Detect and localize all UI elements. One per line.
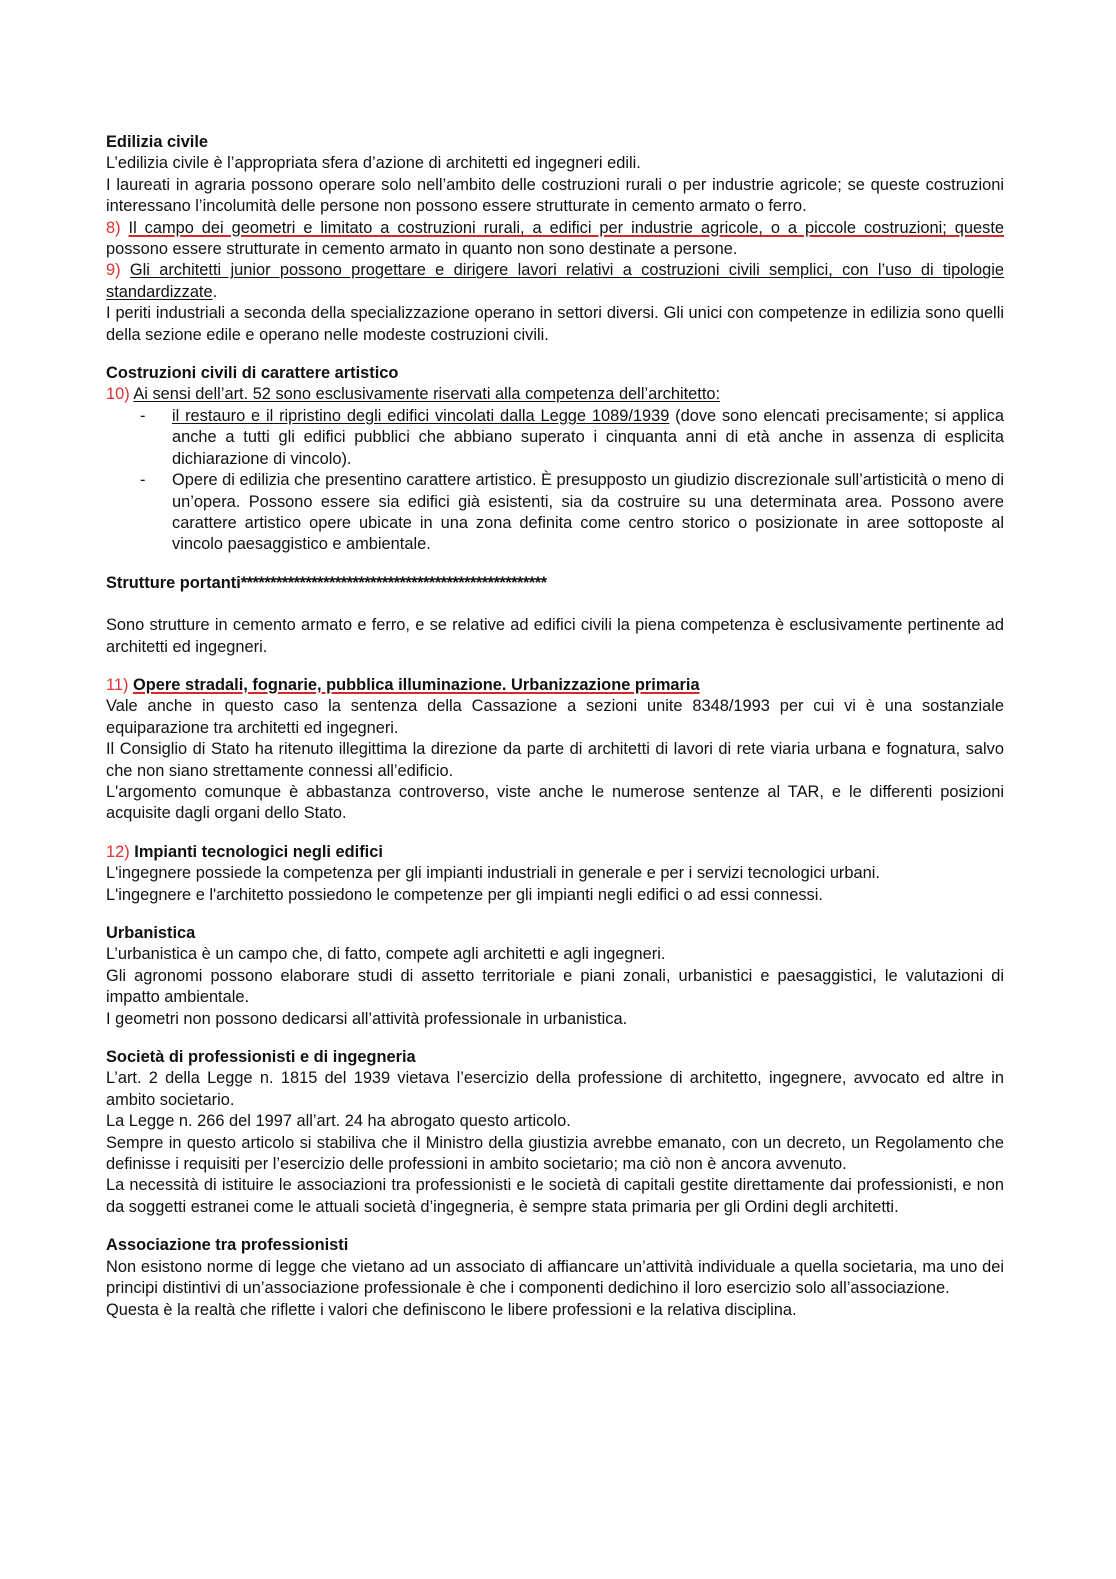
item-number: 10) bbox=[106, 385, 130, 404]
numbered-paragraph bbox=[106, 260, 1004, 303]
list-item-text: (dove sono elencati precisamente; si applica anche a tutti gli edifici pubblici che abbiano superato i cinquanta anni di età anche in assenza di esplicita dichiarazione di vincolo). bbox=[172, 406, 1004, 468]
numbered-paragraph bbox=[106, 384, 1004, 405]
paragraph: L'argomento comunque è abbastanza controverso, viste anche le numerose sentenze al TAR, e le differenti posizioni acquisite dagli organi dello Stato. bbox=[106, 782, 1004, 823]
paragraph: Gli agronomi possono elaborare studi di assetto territoriale e piani zonali, urbanistici e paesaggistici, le valutazioni di impatto ambientale. bbox=[106, 966, 1004, 1007]
section-societa-professionisti bbox=[106, 1047, 1004, 1218]
section-title bbox=[106, 842, 1004, 863]
section-title-text: Strutture portanti bbox=[106, 573, 241, 592]
section-associazione-professionisti bbox=[106, 1235, 1004, 1321]
paragraph: L'ingegnere possiede la competenza per gli impianti industriali in generale e per i servizi tecnologici urbani. bbox=[106, 864, 880, 883]
underlined-text: Il campo dei geometri e limitato a costruzioni rurali, a edifici per industrie agricole, o a piccole costruzioni; queste bbox=[128, 218, 1004, 237]
section-title-text: Impianti tecnologici negli edifici bbox=[134, 842, 383, 861]
section-edilizia-civile bbox=[106, 132, 1004, 346]
dash-list bbox=[106, 406, 1004, 556]
paragraph: Il Consiglio di Stato ha ritenuto illegittima la direzione da parte di architetti di lavori di rete viaria urbana e fognatura, salvo che non siano strettamente connessi all’edificio. bbox=[106, 740, 1004, 780]
paragraph: L’edilizia civile è l’appropriata sfera d’azione di architetti ed ingegneri edili. bbox=[106, 154, 641, 173]
list-item bbox=[106, 470, 1004, 556]
list-item-text: Opere di edilizia che presentino carattere artistico. È presupposto un giudizio discrezionale sull’artisticità o meno di un’opera. Possono essere sia edifici già esistenti, sia da costruire su una determinata area. Possono avere carattere artistico opere ubicate in una zona definita come centro storico o posizionate in aree sottoposte al vincolo paesaggistico e ambientale. bbox=[172, 471, 1004, 554]
section-costruzioni-artistiche bbox=[106, 363, 1004, 556]
item-number: 12) bbox=[106, 842, 130, 861]
paragraph: I periti industriali a seconda della specializzazione operano in settori diversi. Gli unici con competenze in edilizia sono quelli della sezione edile e operano nelle modeste costruzioni civili. bbox=[106, 304, 1004, 344]
underlined-text: Ai sensi dell’art. 52 sono esclusivamente riservati alla competenza dell’architetto: bbox=[133, 385, 721, 404]
paragraph: I geometri non possono dedicarsi all’attività professionale in urbanistica. bbox=[106, 1009, 628, 1028]
paragraph-text: . bbox=[212, 282, 218, 301]
dash-marker: - bbox=[140, 471, 146, 490]
paragraph: L’urbanistica è un campo che, di fatto, compete agli architetti e agli ingegneri. bbox=[106, 945, 666, 964]
paragraph: Sono strutture in cemento armato e ferro, e se relative ad edifici civili la piena competenza è esclusivamente pertinente ad architetti ed ingegneri. bbox=[106, 616, 1004, 656]
paragraph-text: possono essere strutturate in cemento armato in quanto non sono destinate a persone. bbox=[106, 240, 738, 259]
asterisk-line: **************************************************** bbox=[240, 573, 547, 592]
dash-marker: - bbox=[140, 406, 146, 425]
underlined-text: il restauro e il ripristino degli edifici vincolati dalla Legge 1089/1939 bbox=[172, 406, 670, 425]
section-title bbox=[106, 675, 1004, 696]
paragraph: L'ingegnere e l'architetto possiedono le competenze per gli impianti negli edifici o ad essi connessi. bbox=[106, 885, 823, 904]
section-title-text: Opere stradali, fognarie, pubblica illuminazione. Urbanizzazione primaria bbox=[133, 675, 700, 694]
section-strutture-portanti bbox=[106, 573, 1004, 658]
section-impianti-tecnologici bbox=[106, 842, 1004, 906]
numbered-paragraph bbox=[106, 218, 1004, 261]
paragraph: I laureati in agraria possono operare solo nell’ambito delle costruzioni rurali o per industrie agricole; se queste costruzioni interessano l’incolumità delle persone non possono essere strutturate in cemento armato o ferro. bbox=[106, 175, 1004, 216]
section-opere-stradali bbox=[106, 675, 1004, 825]
paragraph: Questa è la realtà che riflette i valori che definiscono le libere professioni e la relativa disciplina. bbox=[106, 1300, 797, 1319]
item-number: 8) bbox=[106, 218, 121, 237]
item-number: 11) bbox=[106, 675, 129, 694]
paragraph: Vale anche in questo caso la sentenza della Cassazione a sezioni unite 8348/1993 per cui vi è una sostanziale equiparazione tra architetti ed ingegneri. bbox=[106, 697, 1004, 737]
paragraph: Non esistono norme di legge che vietano ad un associato di affiancare un’attività individuale a quella societaria, ma uno dei principi distintivi di un’associazione professionale è che i componenti dedichino il loro esercizio solo all’associazione. bbox=[106, 1257, 1004, 1298]
item-number: 9) bbox=[106, 261, 121, 280]
section-title: Società di professionisti e di ingegneria bbox=[106, 1048, 416, 1067]
paragraph: La Legge n. 266 del 1997 all’art. 24 ha abrogato questo articolo. bbox=[106, 1112, 571, 1131]
section-title bbox=[106, 573, 1004, 594]
paragraph: Sempre in questo articolo si stabiliva che il Ministro della giustizia avrebbe emanato, con un decreto, un Regolamento che definisse i requisiti per l’esercizio delle professioni in ambito societario; ma ciò non è ancora avvenuto. bbox=[106, 1133, 1004, 1174]
document-body bbox=[106, 132, 1004, 1338]
section-title: Edilizia civile bbox=[106, 133, 209, 151]
section-title: Associazione tra professionisti bbox=[106, 1236, 349, 1255]
paragraph: L’art. 2 della Legge n. 1815 del 1939 vietava l’esercizio della professione di architetto, ingegnere, avvocato ed altre in ambito societario. bbox=[106, 1069, 1004, 1109]
list-item bbox=[106, 406, 1004, 470]
paragraph: La necessità di istituire le associazioni tra professionisti e le società di capitali gestite direttamente dai professionisti, e non da soggetti estranei come le attuali società d’ingegneria, è sempre stata primaria per gli Ordini degli architetti. bbox=[106, 1176, 1004, 1216]
section-title: Costruzioni civili di carattere artistico bbox=[106, 364, 399, 383]
spacer bbox=[106, 594, 1004, 615]
underlined-text: Gli architetti junior possono progettare e dirigere lavori relativi a costruzioni civili semplici, con l’uso di tipologie standardizzate bbox=[106, 261, 1004, 301]
section-urbanistica bbox=[106, 923, 1004, 1030]
section-title: Urbanistica bbox=[106, 924, 196, 942]
